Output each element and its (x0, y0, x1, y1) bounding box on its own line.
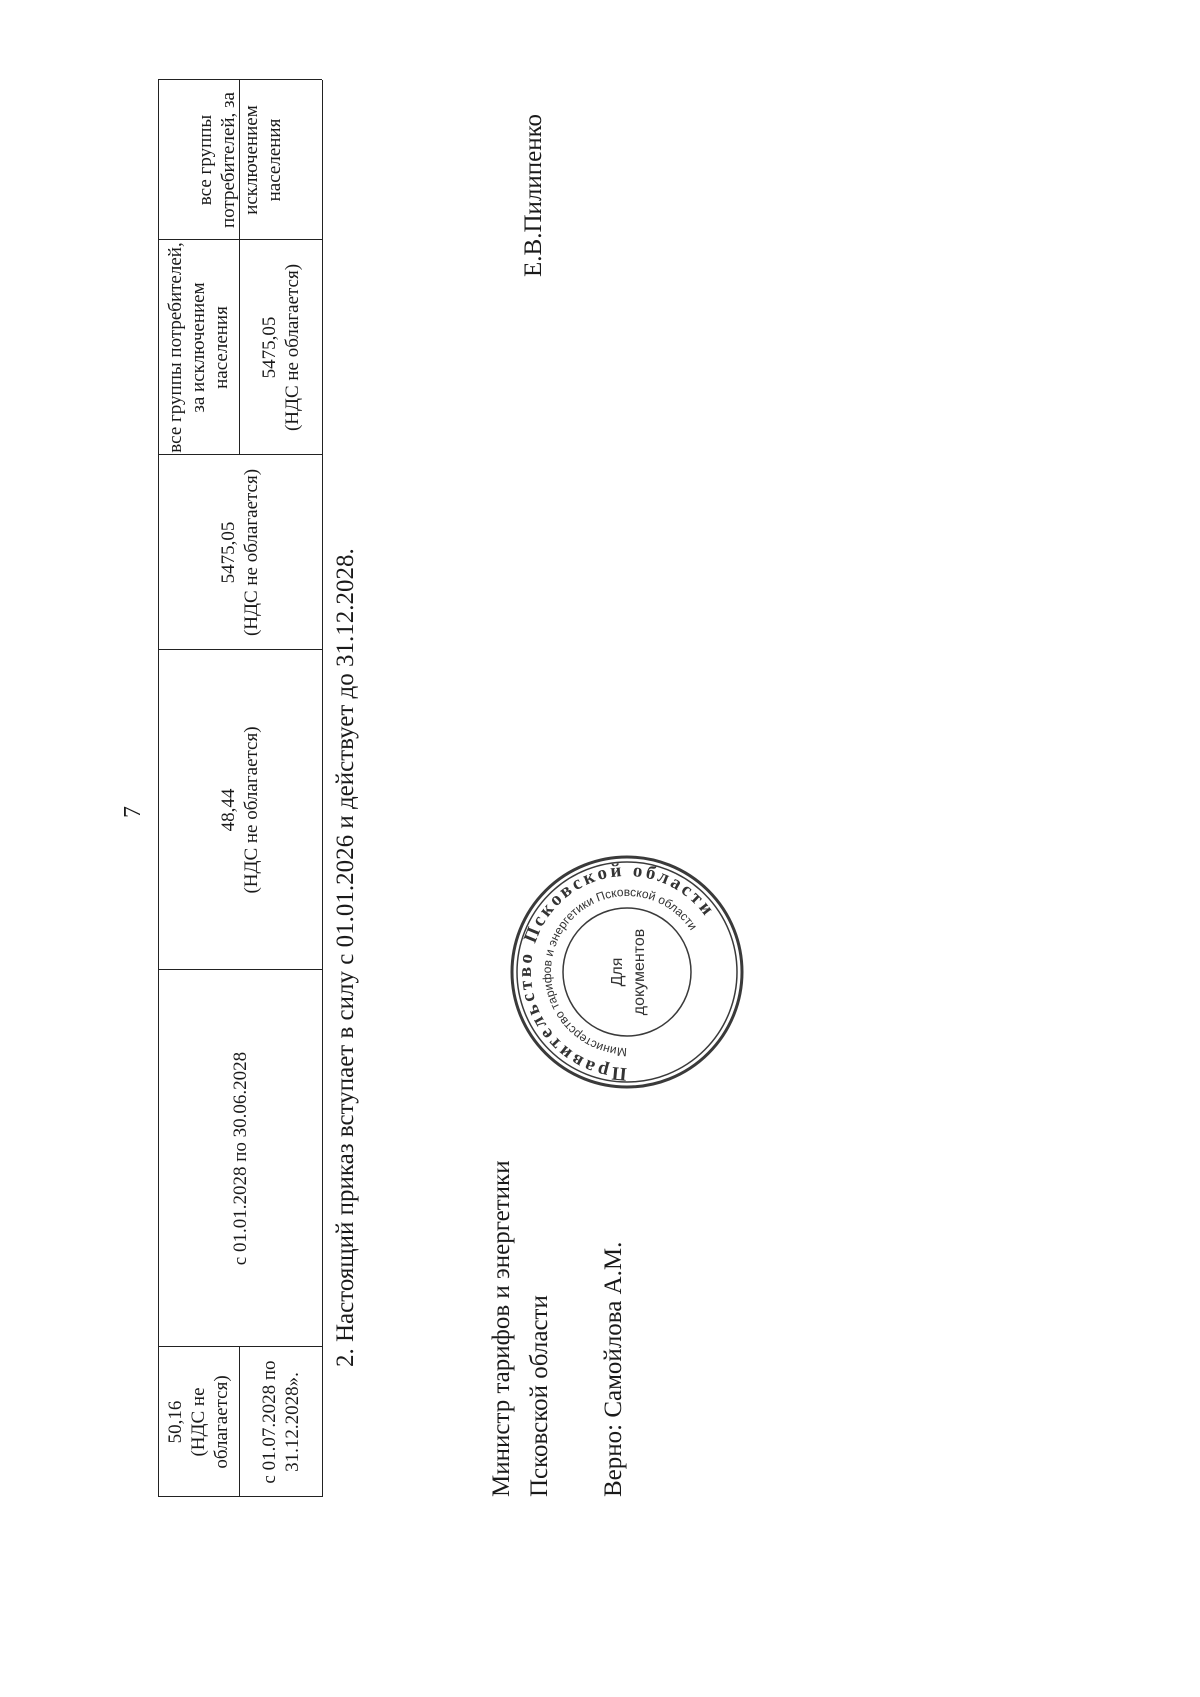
official-stamp (508, 853, 746, 1091)
value-note: (НДС не облагается) (241, 726, 262, 894)
value-note: (НДС не облагается) (188, 1375, 232, 1469)
period-cell: с 01.07.2028 по 31.12.2028». (258, 1360, 303, 1484)
signatory-name: Е.В.Пилипенко (520, 114, 547, 277)
signature-position-line1: Министр тарифов и энергетики (488, 1160, 515, 1497)
consumer-group-cell: все группы потребителей, за исключением населения (165, 242, 232, 453)
tariff-table (158, 80, 322, 1497)
page-number: 7 (120, 806, 146, 818)
stamp-seal-icon (508, 853, 746, 1091)
value-cell: 5475,05 (218, 521, 239, 584)
table-row (158, 80, 322, 240)
value-note: (НДС не облагается) (281, 263, 303, 432)
stamp-center-line1: Для (609, 957, 626, 987)
stamp-outer-text: Правительство Псковской области (514, 859, 720, 1085)
table-row (158, 240, 239, 455)
value-cell: 48,44 (218, 788, 239, 832)
clause-2: 2. Настоящий приказ вступает в силу с 01.01.2026 и действует до 31.12.2028. (332, 548, 359, 1367)
period-cell: с 01.01.2028 по 30.06.2028 (229, 1051, 251, 1266)
value-cell: 50,16 (165, 1400, 186, 1444)
signature-position-line2: Псковской области (526, 1295, 553, 1497)
stamp-inner-text: Министерство тарифов и энергетики Псковской области (539, 884, 701, 1060)
certification-note: Верно: Самойлова А.М. (600, 1241, 627, 1497)
value-note: (НДС не облагается) (241, 468, 262, 637)
consumer-group-cell: все группы потребителей, за исключением населения (195, 92, 285, 228)
stamp-center-line2: документов (631, 928, 648, 1016)
value-cell: 5475,05 (258, 316, 280, 379)
